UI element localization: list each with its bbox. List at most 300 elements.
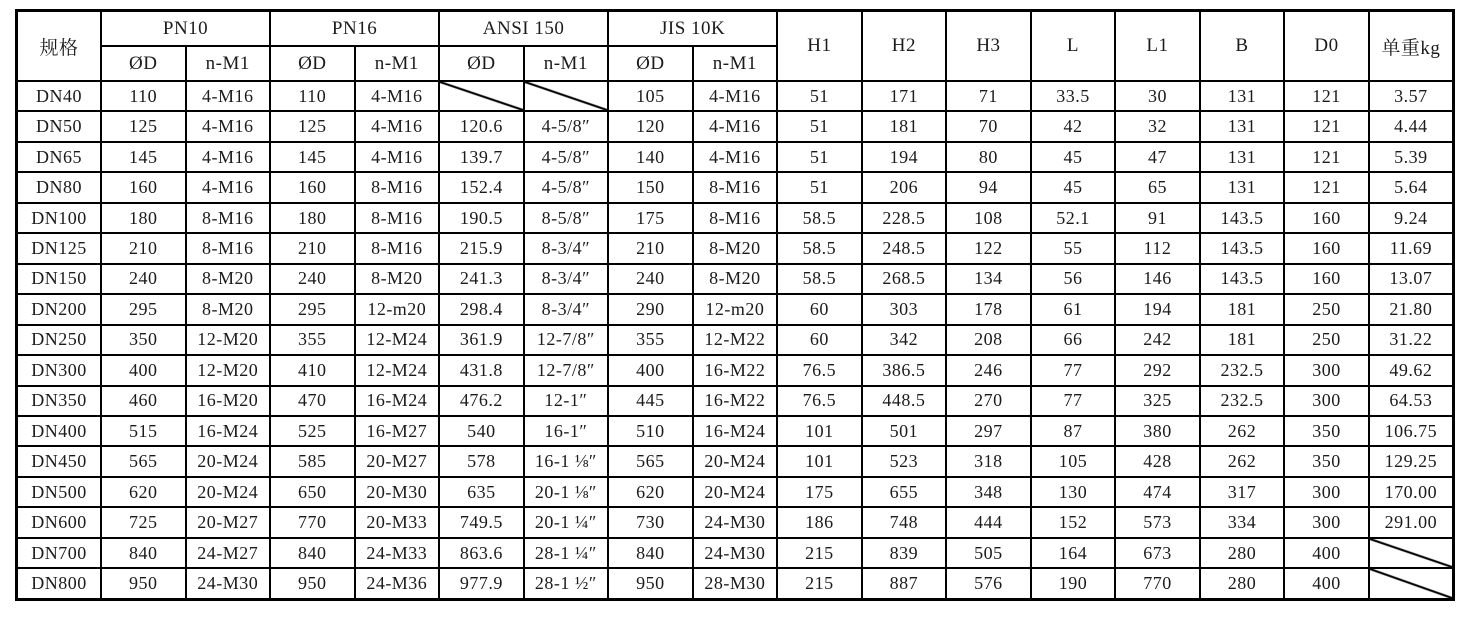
value-cell: 4-M16 — [355, 111, 440, 141]
value-cell: 145 — [101, 142, 186, 172]
value-cell: 748 — [862, 507, 947, 537]
value-cell: 16-M24 — [355, 386, 440, 416]
value-cell: 268.5 — [862, 264, 947, 294]
value-cell: 300 — [1284, 507, 1369, 537]
value-cell: 8-M16 — [186, 203, 271, 233]
value-cell: 295 — [101, 294, 186, 324]
value-cell: 8-M20 — [186, 294, 271, 324]
value-cell: 160 — [1284, 264, 1369, 294]
value-cell: 20-M24 — [693, 477, 778, 507]
value-cell: 410 — [270, 355, 355, 385]
table-row — [17, 507, 1454, 537]
value-cell: 12-M24 — [355, 355, 440, 385]
value-cell: 950 — [608, 568, 693, 599]
value-cell: 4-M16 — [186, 111, 271, 141]
column-header-l1: L1 — [1115, 11, 1200, 82]
value-cell: 24-M33 — [355, 538, 440, 568]
spec-column-header: 规格 — [17, 11, 102, 82]
subheader-pn10-od: ØD — [101, 46, 186, 81]
value-cell: 262 — [1200, 416, 1285, 446]
column-header-unit-weight: 单重kg — [1369, 11, 1454, 82]
value-cell: 121 — [1284, 111, 1369, 141]
value-cell: 650 — [270, 477, 355, 507]
value-cell: 143.5 — [1200, 264, 1285, 294]
value-cell: 4-M16 — [355, 81, 440, 111]
value-cell: 12-M20 — [186, 355, 271, 385]
value-cell: 863.6 — [439, 538, 524, 568]
value-cell: 122 — [946, 233, 1031, 263]
spec-sheet — [15, 9, 1455, 601]
value-cell: 655 — [862, 477, 947, 507]
group-header-ansi150: ANSI 150 — [439, 11, 608, 47]
value-cell: 51 — [777, 172, 862, 202]
value-cell: 8-3/4″ — [524, 294, 609, 324]
value-cell: 150 — [608, 172, 693, 202]
value-cell: 12-1″ — [524, 386, 609, 416]
value-cell: 129.25 — [1369, 446, 1454, 476]
value-cell: 246 — [946, 355, 1031, 385]
value-cell: 105 — [1031, 446, 1116, 476]
table-row — [17, 477, 1454, 507]
value-cell: 12-M22 — [693, 325, 778, 355]
value-cell: 317 — [1200, 477, 1285, 507]
value-cell: 950 — [101, 568, 186, 599]
value-cell: 160 — [101, 172, 186, 202]
table-body — [17, 81, 1454, 600]
subheader-ansi150-od: ØD — [439, 46, 524, 81]
spec-cell: DN200 — [17, 294, 102, 324]
value-cell: 8-3/4″ — [524, 233, 609, 263]
value-cell: 52.1 — [1031, 203, 1116, 233]
value-cell: 16-M20 — [186, 386, 271, 416]
value-cell: 510 — [608, 416, 693, 446]
value-cell: 175 — [777, 477, 862, 507]
value-cell: 24-M27 — [186, 538, 271, 568]
table-row — [17, 172, 1454, 202]
value-cell: 240 — [270, 264, 355, 294]
value-cell: 4-M16 — [186, 142, 271, 172]
value-cell: 725 — [101, 507, 186, 537]
value-cell: 585 — [270, 446, 355, 476]
value-cell: 21.80 — [1369, 294, 1454, 324]
value-cell: 125 — [101, 111, 186, 141]
value-cell: 180 — [270, 203, 355, 233]
value-cell: 16-M24 — [693, 416, 778, 446]
value-cell: 16-M22 — [693, 386, 778, 416]
value-cell: 460 — [101, 386, 186, 416]
value-cell: 28-M30 — [693, 568, 778, 599]
spec-cell: DN300 — [17, 355, 102, 385]
value-cell: 280 — [1200, 568, 1285, 599]
spec-cell: DN400 — [17, 416, 102, 446]
spec-cell: DN40 — [17, 81, 102, 111]
value-cell: 49.62 — [1369, 355, 1454, 385]
value-cell: 28-1 ½″ — [524, 568, 609, 599]
value-cell: 64.53 — [1369, 386, 1454, 416]
value-cell: 66 — [1031, 325, 1116, 355]
header-group-row — [17, 11, 1454, 47]
value-cell: 342 — [862, 325, 947, 355]
value-cell: 950 — [270, 568, 355, 599]
value-cell: 8-M16 — [355, 203, 440, 233]
spec-cell: DN700 — [17, 538, 102, 568]
value-cell: 91 — [1115, 203, 1200, 233]
subheader-pn10-nm1: n-M1 — [186, 46, 271, 81]
value-cell: 9.24 — [1369, 203, 1454, 233]
value-cell: 208 — [946, 325, 1031, 355]
value-cell: 5.64 — [1369, 172, 1454, 202]
value-cell: 318 — [946, 446, 1031, 476]
table-row — [17, 233, 1454, 263]
value-cell: 152 — [1031, 507, 1116, 537]
table-header — [17, 11, 1454, 82]
value-cell: 181 — [1200, 294, 1285, 324]
value-cell: 300 — [1284, 386, 1369, 416]
value-cell: 134 — [946, 264, 1031, 294]
value-cell: 58.5 — [777, 264, 862, 294]
value-cell: 77 — [1031, 386, 1116, 416]
value-cell: 125 — [270, 111, 355, 141]
value-cell: 42 — [1031, 111, 1116, 141]
value-cell: 146 — [1115, 264, 1200, 294]
value-cell: 250 — [1284, 294, 1369, 324]
value-cell: 8-M16 — [693, 172, 778, 202]
value-cell: 280 — [1200, 538, 1285, 568]
value-cell: 474 — [1115, 477, 1200, 507]
value-cell: 297 — [946, 416, 1031, 446]
value-cell: 501 — [862, 416, 947, 446]
value-cell: 101 — [777, 446, 862, 476]
value-cell: 194 — [862, 142, 947, 172]
value-cell: 194 — [1115, 294, 1200, 324]
diagonal-blank-cell — [524, 81, 609, 111]
value-cell: 12-m20 — [355, 294, 440, 324]
value-cell: 12-M20 — [186, 325, 271, 355]
value-cell: 24-M36 — [355, 568, 440, 599]
value-cell: 45 — [1031, 142, 1116, 172]
value-cell: 131 — [1200, 142, 1285, 172]
value-cell: 145 — [270, 142, 355, 172]
value-cell: 60 — [777, 294, 862, 324]
value-cell: 30 — [1115, 81, 1200, 111]
value-cell: 20-M30 — [355, 477, 440, 507]
value-cell: 386.5 — [862, 355, 947, 385]
value-cell: 20-M24 — [186, 477, 271, 507]
value-cell: 110 — [101, 81, 186, 111]
value-cell: 20-M33 — [355, 507, 440, 537]
value-cell: 190.5 — [439, 203, 524, 233]
spec-cell: DN250 — [17, 325, 102, 355]
value-cell: 565 — [608, 446, 693, 476]
value-cell: 232.5 — [1200, 355, 1285, 385]
value-cell: 58.5 — [777, 203, 862, 233]
value-cell: 20-M24 — [186, 446, 271, 476]
value-cell: 540 — [439, 416, 524, 446]
value-cell: 190 — [1031, 568, 1116, 599]
value-cell: 210 — [101, 233, 186, 263]
table-row — [17, 203, 1454, 233]
value-cell: 620 — [101, 477, 186, 507]
value-cell: 47 — [1115, 142, 1200, 172]
flange-spec-table — [15, 9, 1455, 601]
value-cell: 215 — [777, 568, 862, 599]
value-cell: 106.75 — [1369, 416, 1454, 446]
value-cell: 300 — [1284, 477, 1369, 507]
value-cell: 8-M16 — [186, 233, 271, 263]
value-cell: 60 — [777, 325, 862, 355]
value-cell: 121 — [1284, 81, 1369, 111]
value-cell: 61 — [1031, 294, 1116, 324]
value-cell: 210 — [270, 233, 355, 263]
value-cell: 240 — [608, 264, 693, 294]
value-cell: 143.5 — [1200, 203, 1285, 233]
spec-cell: DN50 — [17, 111, 102, 141]
value-cell: 20-M27 — [355, 446, 440, 476]
value-cell: 160 — [270, 172, 355, 202]
value-cell: 348 — [946, 477, 1031, 507]
value-cell: 51 — [777, 81, 862, 111]
spec-cell: DN600 — [17, 507, 102, 537]
value-cell: 334 — [1200, 507, 1285, 537]
spec-cell: DN800 — [17, 568, 102, 599]
value-cell: 56 — [1031, 264, 1116, 294]
value-cell: 228.5 — [862, 203, 947, 233]
value-cell: 8-M20 — [186, 264, 271, 294]
value-cell: 20-M27 — [186, 507, 271, 537]
value-cell: 178 — [946, 294, 1031, 324]
value-cell: 298.4 — [439, 294, 524, 324]
value-cell: 576 — [946, 568, 1031, 599]
value-cell: 4-5/8″ — [524, 111, 609, 141]
group-header-pn10: PN10 — [101, 11, 270, 47]
table-row — [17, 355, 1454, 385]
value-cell: 8-M20 — [355, 264, 440, 294]
value-cell: 232.5 — [1200, 386, 1285, 416]
value-cell: 355 — [608, 325, 693, 355]
value-cell: 215.9 — [439, 233, 524, 263]
value-cell: 295 — [270, 294, 355, 324]
table-row — [17, 325, 1454, 355]
value-cell: 4-M16 — [186, 81, 271, 111]
value-cell: 8-M16 — [693, 203, 778, 233]
diagonal-blank-cell — [439, 81, 524, 111]
value-cell: 400 — [1284, 568, 1369, 599]
value-cell: 80 — [946, 142, 1031, 172]
value-cell: 470 — [270, 386, 355, 416]
value-cell: 977.9 — [439, 568, 524, 599]
spec-cell: DN150 — [17, 264, 102, 294]
value-cell: 45 — [1031, 172, 1116, 202]
value-cell: 180 — [101, 203, 186, 233]
value-cell: 55 — [1031, 233, 1116, 263]
value-cell: 20-1 ¼″ — [524, 507, 609, 537]
diagonal-blank-cell — [1369, 568, 1454, 599]
value-cell: 70 — [946, 111, 1031, 141]
spec-cell: DN80 — [17, 172, 102, 202]
value-cell: 673 — [1115, 538, 1200, 568]
value-cell: 160 — [1284, 233, 1369, 263]
value-cell: 11.69 — [1369, 233, 1454, 263]
table-row — [17, 81, 1454, 111]
value-cell: 8-5/8″ — [524, 203, 609, 233]
table-row — [17, 264, 1454, 294]
value-cell: 400 — [1284, 538, 1369, 568]
value-cell: 8-3/4″ — [524, 264, 609, 294]
value-cell: 152.4 — [439, 172, 524, 202]
value-cell: 164 — [1031, 538, 1116, 568]
value-cell: 210 — [608, 233, 693, 263]
value-cell: 121 — [1284, 142, 1369, 172]
value-cell: 635 — [439, 477, 524, 507]
column-header-l: L — [1031, 11, 1116, 82]
value-cell: 4-5/8″ — [524, 172, 609, 202]
value-cell: 24-M30 — [693, 538, 778, 568]
value-cell: 139.7 — [439, 142, 524, 172]
value-cell: 248.5 — [862, 233, 947, 263]
value-cell: 181 — [1200, 325, 1285, 355]
value-cell: 12-m20 — [693, 294, 778, 324]
value-cell: 505 — [946, 538, 1031, 568]
value-cell: 242 — [1115, 325, 1200, 355]
subheader-pn16-od: ØD — [270, 46, 355, 81]
value-cell: 16-M27 — [355, 416, 440, 446]
value-cell: 620 — [608, 477, 693, 507]
value-cell: 515 — [101, 416, 186, 446]
value-cell: 350 — [101, 325, 186, 355]
value-cell: 523 — [862, 446, 947, 476]
value-cell: 840 — [270, 538, 355, 568]
value-cell: 303 — [862, 294, 947, 324]
value-cell: 110 — [270, 81, 355, 111]
value-cell: 4-M16 — [693, 142, 778, 172]
value-cell: 400 — [101, 355, 186, 385]
value-cell: 20-1 ⅛″ — [524, 477, 609, 507]
value-cell: 361.9 — [439, 325, 524, 355]
value-cell: 270 — [946, 386, 1031, 416]
value-cell: 839 — [862, 538, 947, 568]
subheader-jis10k-od: ØD — [608, 46, 693, 81]
table-row — [17, 294, 1454, 324]
value-cell: 105 — [608, 81, 693, 111]
value-cell: 12-M24 — [355, 325, 440, 355]
table-row — [17, 111, 1454, 141]
value-cell: 186 — [777, 507, 862, 537]
group-header-pn16: PN16 — [270, 11, 439, 47]
value-cell: 325 — [1115, 386, 1200, 416]
value-cell: 8-M16 — [355, 233, 440, 263]
value-cell: 31.22 — [1369, 325, 1454, 355]
value-cell: 887 — [862, 568, 947, 599]
value-cell: 240 — [101, 264, 186, 294]
value-cell: 120 — [608, 111, 693, 141]
column-header-h1: H1 — [777, 11, 862, 82]
value-cell: 65 — [1115, 172, 1200, 202]
value-cell: 171 — [862, 81, 947, 111]
value-cell: 101 — [777, 416, 862, 446]
value-cell: 175 — [608, 203, 693, 233]
value-cell: 291.00 — [1369, 507, 1454, 537]
value-cell: 4-M16 — [693, 111, 778, 141]
value-cell: 444 — [946, 507, 1031, 537]
spec-cell: DN500 — [17, 477, 102, 507]
column-header-h3: H3 — [946, 11, 1031, 82]
value-cell: 3.57 — [1369, 81, 1454, 111]
column-header-b: B — [1200, 11, 1285, 82]
subheader-jis10k-nm1: n-M1 — [693, 46, 778, 81]
value-cell: 8-M20 — [693, 233, 778, 263]
value-cell: 476.2 — [439, 386, 524, 416]
spec-cell: DN100 — [17, 203, 102, 233]
value-cell: 20-M24 — [693, 446, 778, 476]
value-cell: 350 — [1284, 446, 1369, 476]
value-cell: 400 — [608, 355, 693, 385]
column-header-d0: D0 — [1284, 11, 1369, 82]
value-cell: 565 — [101, 446, 186, 476]
spec-cell: DN450 — [17, 446, 102, 476]
value-cell: 32 — [1115, 111, 1200, 141]
value-cell: 578 — [439, 446, 524, 476]
value-cell: 350 — [1284, 416, 1369, 446]
table-row — [17, 416, 1454, 446]
value-cell: 121 — [1284, 172, 1369, 202]
value-cell: 448.5 — [862, 386, 947, 416]
column-header-h2: H2 — [862, 11, 947, 82]
value-cell: 131 — [1200, 81, 1285, 111]
value-cell: 770 — [1115, 568, 1200, 599]
value-cell: 108 — [946, 203, 1031, 233]
value-cell: 250 — [1284, 325, 1369, 355]
value-cell: 76.5 — [777, 355, 862, 385]
spec-cell: DN350 — [17, 386, 102, 416]
value-cell: 51 — [777, 111, 862, 141]
value-cell: 24-M30 — [693, 507, 778, 537]
value-cell: 112 — [1115, 233, 1200, 263]
value-cell: 16-1″ — [524, 416, 609, 446]
value-cell: 51 — [777, 142, 862, 172]
value-cell: 120.6 — [439, 111, 524, 141]
value-cell: 5.39 — [1369, 142, 1454, 172]
value-cell: 290 — [608, 294, 693, 324]
table-row — [17, 568, 1454, 599]
table-row — [17, 386, 1454, 416]
value-cell: 445 — [608, 386, 693, 416]
value-cell: 12-7/8″ — [524, 355, 609, 385]
value-cell: 28-1 ¼″ — [524, 538, 609, 568]
value-cell: 525 — [270, 416, 355, 446]
value-cell: 300 — [1284, 355, 1369, 385]
value-cell: 76.5 — [777, 386, 862, 416]
value-cell: 160 — [1284, 203, 1369, 233]
value-cell: 131 — [1200, 111, 1285, 141]
value-cell: 4-M16 — [186, 172, 271, 202]
value-cell: 12-7/8″ — [524, 325, 609, 355]
diagonal-blank-cell — [1369, 538, 1454, 568]
value-cell: 4-M16 — [693, 81, 778, 111]
value-cell: 428 — [1115, 446, 1200, 476]
group-header-jis10k: JIS 10K — [608, 11, 777, 47]
subheader-ansi150-nm1: n-M1 — [524, 46, 609, 81]
value-cell: 94 — [946, 172, 1031, 202]
value-cell: 431.8 — [439, 355, 524, 385]
value-cell: 143.5 — [1200, 233, 1285, 263]
value-cell: 573 — [1115, 507, 1200, 537]
table-row — [17, 538, 1454, 568]
value-cell: 71 — [946, 81, 1031, 111]
value-cell: 4-5/8″ — [524, 142, 609, 172]
value-cell: 840 — [101, 538, 186, 568]
value-cell: 749.5 — [439, 507, 524, 537]
value-cell: 130 — [1031, 477, 1116, 507]
